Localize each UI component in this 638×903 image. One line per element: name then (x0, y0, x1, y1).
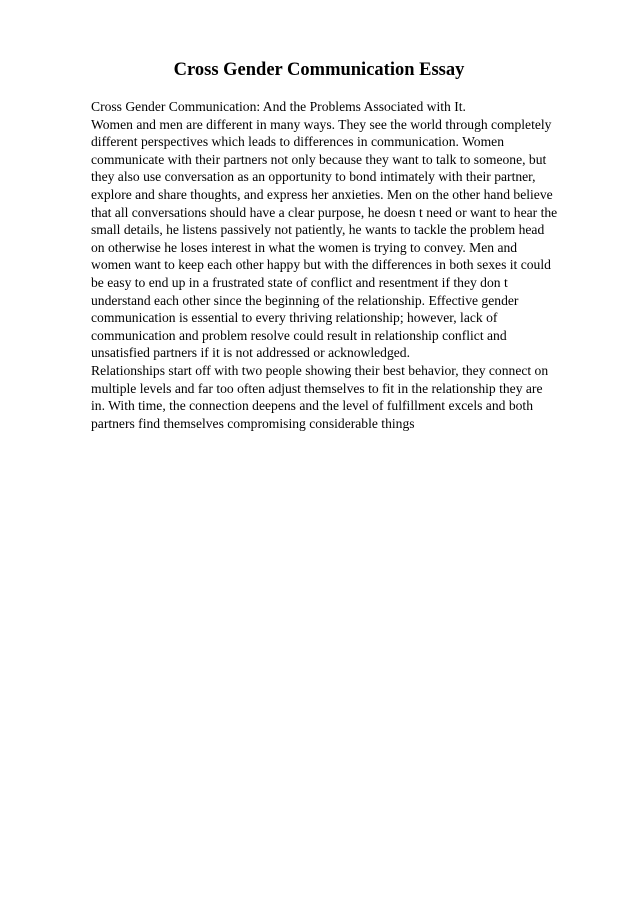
essay-line: explore and share thoughts, and express her anxieties. Men on the other hand believe (91, 186, 553, 202)
essay-line: multiple levels and far too often adjust themselves to fit in the relationship they are (91, 380, 543, 396)
essay-line: Women and men are different in many ways. They see the world through completely (91, 116, 552, 132)
essay-line: different perspectives which leads to differences in communication. Women (91, 134, 505, 150)
essay-line: on otherwise he loses interest in what the women is trying to convey. Men and (91, 239, 518, 255)
essay-line: Cross Gender Communication: And the Problems Associated with It. (91, 99, 466, 114)
essay-line: understand each other since the beginning of the relationship. Effective gender (91, 292, 519, 308)
essay-line: in. With time, the connection deepens and the level of fulfillment excels and both (91, 398, 534, 414)
essay-line: communicate with their partners not only because they want to talk to someone, but (91, 151, 547, 167)
essay-line: partners find themselves compromising considerable things (91, 415, 415, 431)
essay-line: they also use conversation as an opportunity to bond intimately with their partner, (91, 169, 536, 185)
essay-line: be easy to end up in a frustrated state of conflict and resentment if they don t (91, 274, 508, 290)
essay-line: Relationships start off with two people showing their best behavior, they connect on (91, 362, 549, 378)
essay-line: women want to keep each other happy but with the differences in both sexes it could (91, 257, 551, 273)
essay-line: communication and problem resolve could result in relationship conflict and (91, 327, 507, 343)
essay-line: communication is essential to every thriving relationship; however, lack of (91, 310, 498, 326)
essay-body (91, 98, 611, 432)
essay-line: that all conversations should have a clear purpose, he doesn t need or want to hear the (91, 204, 558, 220)
essay-line: small details, he listens passively not patiently, he wants to tackle the problem head (91, 222, 545, 238)
essay-line: unsatisfied partners if it is not addressed or acknowledged. (91, 345, 410, 361)
document-title: Cross Gender Communication Essay (173, 60, 465, 80)
